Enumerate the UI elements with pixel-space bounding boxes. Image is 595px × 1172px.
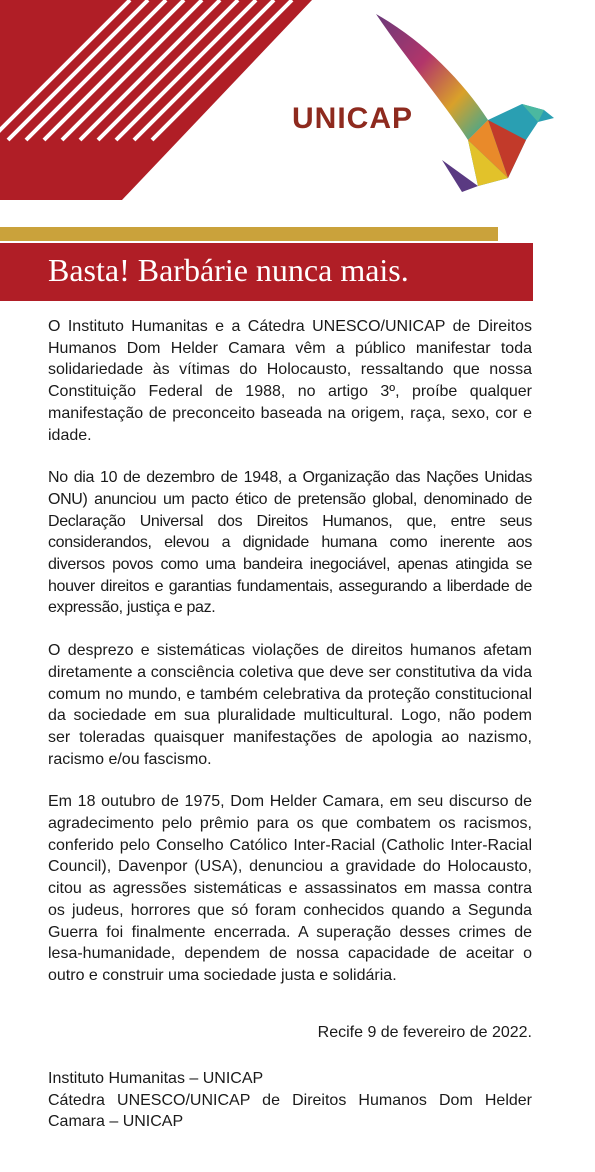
paragraph-2: No dia 10 de dezembro de 1948, a Organização das Nações Unidas ONU) anunciou um pacto ético de pretensão global, denominado de Declaração Universal dos Direitos Humanos, que, entre seus considerandos, elevou a dignidade humana como inerente aos diversos povos como uma bandeira inegociável, apenas atingida se houver direitos e garantias fundamentais, assegurando a liberdade de expressão, justiça e paz. [48,469,532,617]
date-line: Recife 9 de fevereiro de 2022. [317,1024,532,1041]
signature-line-1: Instituto Humanitas – UNICAP [48,1070,264,1087]
signature-block [48,1068,532,1133]
page-title: Basta! Barbárie nunca mais. [48,252,409,288]
paragraph-1: O Instituto Humanitas e a Cátedra UNESCO/UNICAP de Direitos Humanos Dom Helder Camara vêm a público manifestar toda solidariedade às vítimas do Holocausto, ressaltando que nossa Constituição Federal de 1988, no artigo 3º, proíbe qualquer manifestação de preconceito baseada na origem, raça, sexo, cor e idade. [48,318,532,444]
gold-divider-bar [0,227,498,241]
unicap-dove-logo-icon [292,0,595,200]
unicap-logo-text: UNICAP [292,102,414,135]
signature-line-2: Cátedra UNESCO/UNICAP de Direitos Humanos Dom Helder Camara – UNICAP [48,1091,532,1130]
letter-body [48,316,532,1008]
paragraph-3: O desprezo e sistemáticas violações de direitos humanos afetam diretamente a consciência coletiva que deve ser constitutiva da vida comum no mundo, e também celebrativa da proteção constitucional da sociedade em sua pluralidade multicultural. Logo, não podem ser toleradas quaisquer manifestações de apologia ao nazismo, racismo e/ou fascismo. [48,642,532,768]
red-striped-corner-graphic [0,0,320,200]
paragraph-4: Em 18 outubro de 1975, Dom Helder Camara, em seu discurso de agradecimento pelo prêmio para os que combatem os racismos, conferido pelo Conselho Católico Inter-Racial (Catholic Inter-Racial Council), Davenpor (USA), denunciou a gravidade do Holocausto, citou as agressões sistemáticas e assassinatos em massa contra os judeus, horrores que só foram conhecidos quando a Segunda Guerra foi finalmente encerrada. A superação desses crimes de lesa-humanidade, dependem de nossa capacidade de aceitar o outro e construir uma sociedade justa e solidária. [48,793,532,984]
